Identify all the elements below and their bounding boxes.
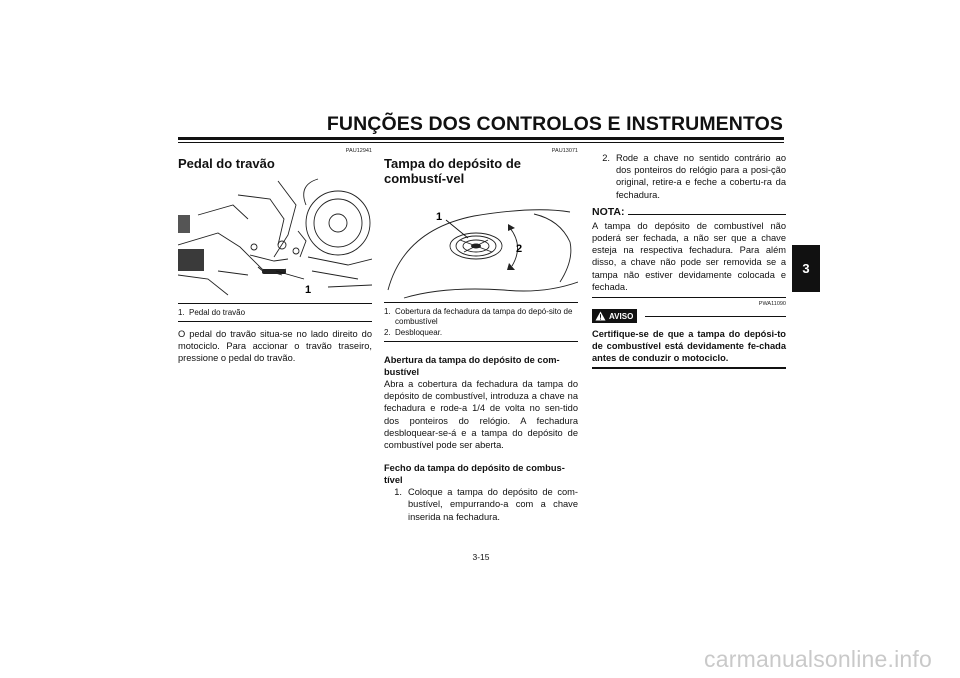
section-heading-fuel-cap: Tampa do depósito de combustí-vel xyxy=(384,156,521,186)
caption-item xyxy=(384,307,578,327)
nota-label: NOTA: xyxy=(592,205,625,218)
caption-num: 1. xyxy=(384,307,391,316)
column-brake-pedal xyxy=(178,148,372,365)
warning-text: Certifique-se de que a tampa do depósi-to de combustível está devidamente fe-chada antes de conduzir o motociclo. xyxy=(592,328,786,369)
nota-body: A tampa do depósito de combustível não poderá ser fechada, a não ser que a chave esteja na respectiva fechadura. Para além disso, a chave não pode ser removida se a tampa não estiver devidamente colocada e fechada. xyxy=(592,220,786,292)
step-2 xyxy=(592,152,786,201)
subheading-opening: Abertura da tampa do depósito de com-bustível xyxy=(384,355,560,377)
step-1 xyxy=(384,486,578,523)
aviso-rule xyxy=(645,316,786,317)
caption-item xyxy=(384,328,578,338)
section-code: PAU13071 xyxy=(551,148,578,154)
callout-2: 2 xyxy=(516,243,523,255)
figure-fuel-cap xyxy=(384,190,578,303)
column-fuel-cap xyxy=(384,148,578,523)
warning-triangle-icon xyxy=(595,311,606,321)
caption-text: Pedal do travão xyxy=(189,308,246,317)
fuel-tank-illustration xyxy=(384,190,578,302)
aviso-header xyxy=(592,309,786,323)
caption-rule xyxy=(178,321,372,322)
header-rule xyxy=(178,137,784,140)
caption-text: Desbloquear. xyxy=(395,328,443,337)
page-number: 3-15 xyxy=(472,552,490,562)
callout-1: 1 xyxy=(305,284,312,296)
nota-rule xyxy=(628,214,786,215)
aviso-label: AVISO xyxy=(609,311,634,321)
caption-num: 1. xyxy=(178,308,185,317)
caption-num: 2. xyxy=(384,328,391,337)
caption-item xyxy=(178,308,372,318)
warning-code: PWA11090 xyxy=(758,301,786,308)
subheading-closing: Fecho da tampa do depósito de combus-tível xyxy=(384,463,565,486)
figure-caption-list xyxy=(384,307,578,338)
column-fuel-cap-continued xyxy=(592,152,786,369)
caption-rule xyxy=(384,341,578,342)
step-number: 1. xyxy=(394,487,402,498)
chapter-tab[interactable]: 3 xyxy=(792,245,820,292)
nota-header xyxy=(592,206,786,218)
nota-end-rule xyxy=(592,297,786,298)
header-rule-thin xyxy=(178,142,784,143)
step-number: 2. xyxy=(602,153,610,163)
body-text-opening: Abra a cobertura da fechadura da tampa do depósito de combustível, introduza a chave na fechadura e rode-a 1/4 de volta no sen-tido dos ponteiros do relógio. A fechadura desbloquear-se-á e a tampa do depósito de combustível pode ser aberta. xyxy=(384,379,578,451)
callout-1: 1 xyxy=(436,211,443,223)
caption-text: Cobertura da fechadura da tampa do depó-sito de combustível xyxy=(395,307,573,326)
brake-pedal-illustration xyxy=(178,175,372,303)
step-text: Rode a chave no sentido contrário ao dos ponteiros do relógio para a posi-ção original, retire-a e feche a cobertu-ra da fechadura. xyxy=(616,153,786,200)
figure-brake-pedal xyxy=(178,175,372,304)
aviso-badge xyxy=(592,309,637,323)
step-text: Coloque a tampa do depósito de com-bustível, empurrando-a com a chave inserida na fechadura. xyxy=(408,487,578,522)
body-text-brake-pedal: O pedal do travão situa-se no lado direito do motociclo. Para accionar o travão traseiro, pressione o pedal do travão. xyxy=(178,329,372,364)
figure-caption-list xyxy=(178,308,372,318)
section-heading-brake-pedal: Pedal do travão xyxy=(178,156,275,171)
watermark: carmanualsonline.info xyxy=(704,646,932,672)
page-header-title: FUNÇÕES DOS CONTROLOS E INSTRUMENTOS xyxy=(326,113,783,135)
section-code: PAU12941 xyxy=(345,148,372,154)
